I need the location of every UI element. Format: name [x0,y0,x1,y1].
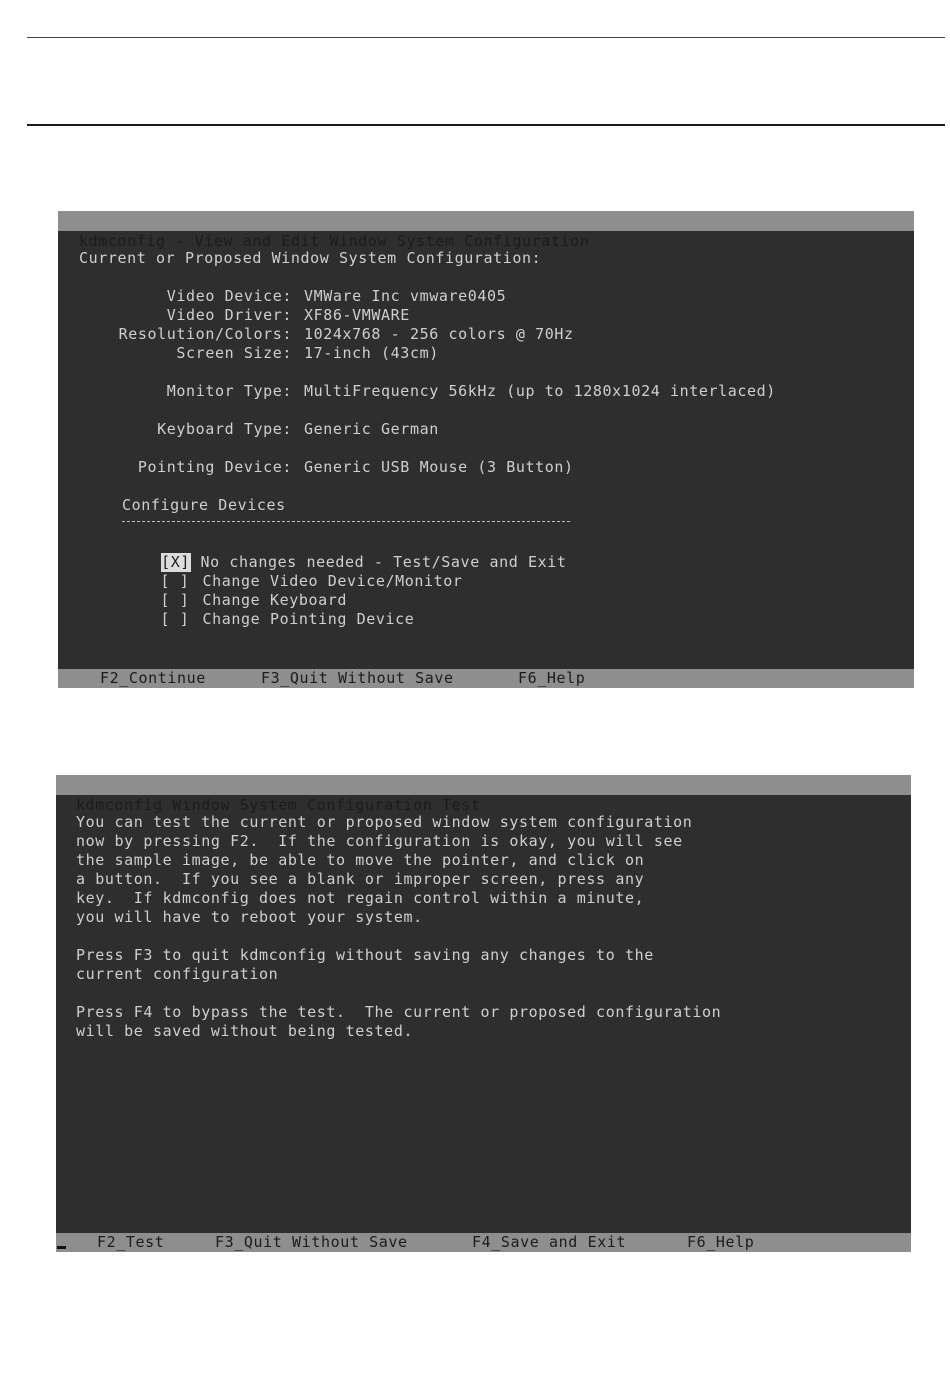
f3-quit-key[interactable]: F3_Quit Without Save [261,669,454,687]
option-label: Change Pointing Device [202,610,415,628]
checkbox-checked[interactable]: [X] [161,553,190,571]
section-divider [122,521,570,522]
paragraph-line: the sample image, be able to move the pointer, and click on [76,851,645,869]
paragraph-line: current configuration [76,965,279,983]
option-label: Change Keyboard [202,591,347,609]
f6-help-key[interactable]: F6_Help [687,1233,755,1251]
kdmconfig-test-screen [56,775,911,1252]
config-value-video-device: VMWare Inc vmware0405 [304,287,507,305]
f6-help-key[interactable]: F6_Help [518,669,586,687]
title-bar [58,211,914,250]
config-value-pointing-device: Generic USB Mouse (3 Button) [304,458,574,476]
paragraph-line: You can test the current or proposed window system configuration [76,813,693,831]
checkbox-unchecked[interactable]: [ ] [160,591,190,609]
page-rule-bottom [27,124,945,126]
function-key-bar [56,1233,911,1252]
f4-save-exit-key[interactable]: F4_Save and Exit [472,1233,627,1251]
window-title: kdmconfig Window System Configuration Test [76,796,481,814]
checkbox-unchecked[interactable]: [ ] [160,610,190,628]
paragraph-line: will be saved without being tested. [76,1022,414,1040]
config-value-screen-size: 17-inch (43cm) [304,344,439,362]
paragraph-line: now by pressing F2. If the configuration is okay, you will see [76,832,683,850]
paragraph-line: key. If kdmconfig does not regain control within a minute, [76,889,645,907]
function-key-bar [58,669,914,688]
config-heading: Current or Proposed Window System Configuration: [79,249,542,267]
paragraph-line: a button. If you see a blank or improper screen, press any [76,870,645,888]
f2-continue-key[interactable]: F2_Continue [100,669,206,687]
paragraph-line: you will have to reboot your system. [76,908,423,926]
config-value-video-driver: XF86-VMWARE [304,306,410,324]
f2-test-key[interactable]: F2_Test [97,1233,165,1251]
text-cursor [57,1246,66,1249]
config-value-resolution: 1024x768 - 256 colors @ 70Hz [304,325,574,343]
title-bar [56,775,911,814]
paragraph-line: Press F3 to quit kdmconfig without saving any changes to the [76,946,654,964]
option-label: Change Video Device/Monitor [202,572,463,590]
paragraph-line: Press F4 to bypass the test. The current or proposed configuration [76,1003,722,1021]
config-value-monitor-type: MultiFrequency 56kHz (up to 1280x1024 interlaced) [304,382,776,400]
config-value-keyboard-type: Generic German [304,420,439,438]
option-change-pointing[interactable] [122,591,414,648]
checkbox-unchecked[interactable]: [ ] [160,572,190,590]
option-label: No changes needed - Test/Save and Exit [200,553,567,571]
kdmconfig-view-edit-screen: kdmconfig - View and Edit Window System Configuration Current or Proposed Window System Configuration: Video Device: VMWare Inc vmware0405 Video Driver: XF86-VMWARE Resolution/Colors: 1024x768 - 256 colors @ 70Hz Screen Size: 17-inch (43cm) Monitor Type: MultiFrequency 56kHz (up to 1280x1024 interlaced) Keyboard Type: Generic German Pointing Device: Generic USB Mouse (3 Button) Configure Devices [X] No changes needed - Test/Save and Exit [ ] Change Video Device/Monitor [ ] Change Keyboard [ ] Change Pointing Device F2_Continue F3_Quit Without Save F6_Help [58,211,914,688]
f3-quit-key[interactable]: F3_Quit Without Save [215,1233,408,1251]
configure-devices-heading: Configure Devices [122,496,286,514]
window-title: kdmconfig - View and Edit Window System Configuration [79,232,590,250]
page-rule-top [27,37,945,38]
